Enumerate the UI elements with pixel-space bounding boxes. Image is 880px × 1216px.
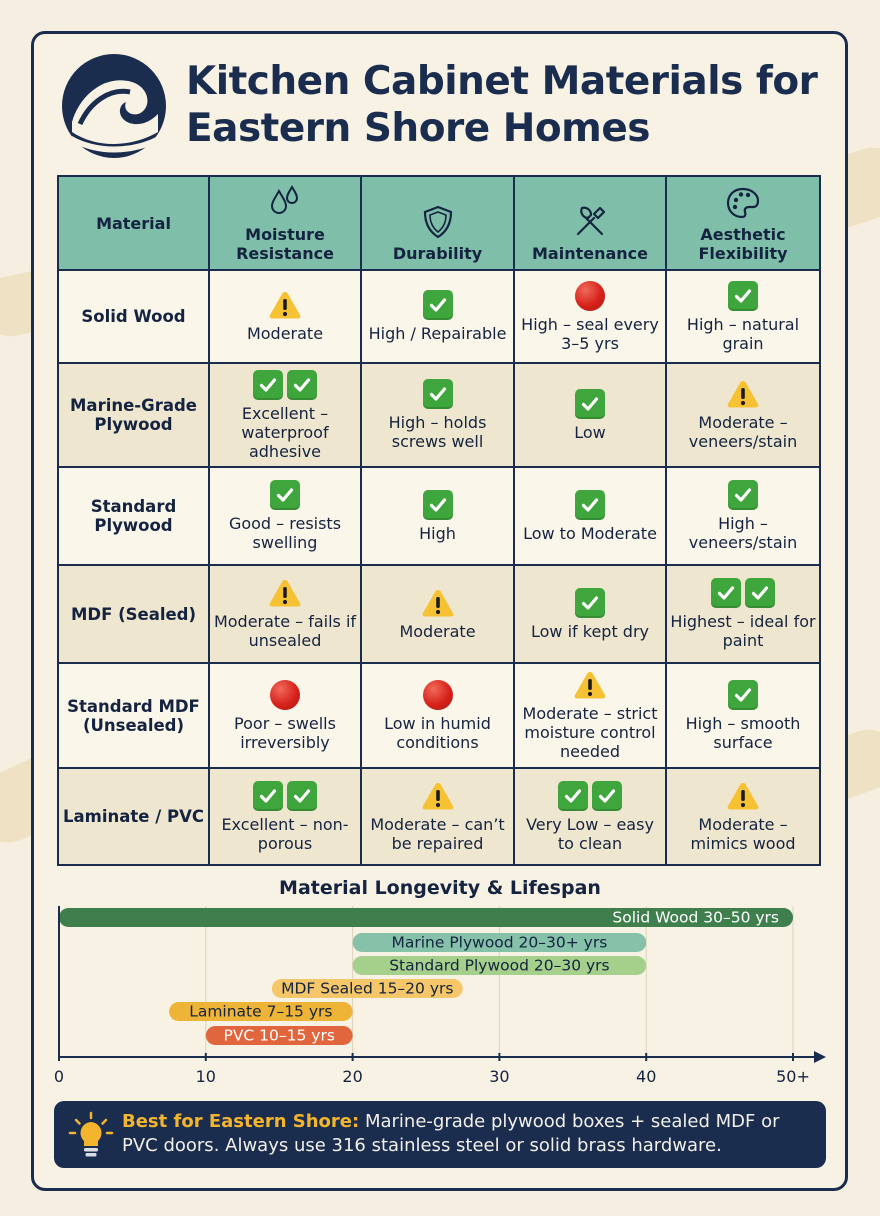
materials-table xyxy=(57,175,821,866)
wave-logo-icon xyxy=(60,52,168,160)
rating-cell xyxy=(514,467,666,565)
column-header-durability: Durability xyxy=(361,176,514,270)
material-name: Solid Wood xyxy=(58,270,209,363)
rating-cell xyxy=(209,768,361,865)
warning-icon xyxy=(268,578,302,608)
column-header-material: Material xyxy=(58,176,209,270)
rating-text: Low to Moderate xyxy=(523,523,657,543)
check-icon xyxy=(728,281,758,311)
rating-marker xyxy=(670,281,816,311)
chart-title: Material Longevity & Lifespan xyxy=(279,877,601,899)
bar-label: Solid Wood 30–50 yrs xyxy=(612,908,779,927)
rating-marker xyxy=(670,480,816,510)
rating-cell xyxy=(361,270,514,363)
check-icon xyxy=(253,781,283,811)
rating-cell xyxy=(666,768,820,865)
check-icon xyxy=(423,290,453,320)
check-icon xyxy=(711,578,741,608)
rating-text: Moderate – strict moisture control needed xyxy=(522,704,658,761)
rating-cell xyxy=(209,270,361,363)
rating-marker xyxy=(518,781,662,811)
check-icon xyxy=(287,370,317,400)
check-icon xyxy=(270,480,300,510)
check-icon xyxy=(423,379,453,409)
rating-cell xyxy=(666,270,820,363)
rating-cell xyxy=(666,565,820,663)
rating-cell xyxy=(209,565,361,663)
x-tick-label: 20 xyxy=(342,1067,363,1086)
rating-marker xyxy=(365,680,510,710)
table-header-row xyxy=(58,176,820,270)
rating-text: High – smooth surface xyxy=(685,713,801,752)
rating-marker xyxy=(670,379,816,409)
rating-marker xyxy=(213,480,357,510)
bar-label: Standard Plywood 20–30 yrs xyxy=(389,956,610,975)
rating-marker xyxy=(365,290,510,320)
column-header-moisture: Moisture Resistance xyxy=(209,176,361,270)
table-row xyxy=(58,663,820,768)
check-icon xyxy=(423,490,453,520)
rating-text: Moderate – mimics wood xyxy=(690,814,796,853)
rating-marker xyxy=(213,370,357,400)
rating-cell xyxy=(514,663,666,768)
rating-marker xyxy=(518,389,662,419)
rating-cell xyxy=(361,565,514,663)
bar-label: Laminate 7–15 yrs xyxy=(189,1002,333,1021)
lifespan-chart xyxy=(0,900,880,1090)
rating-cell xyxy=(514,363,666,467)
check-icon xyxy=(575,389,605,419)
warning-icon xyxy=(268,290,302,320)
x-tick-label: 10 xyxy=(195,1067,216,1086)
x-tick-label: 50+ xyxy=(776,1067,810,1086)
bar-label: PVC 10–15 yrs xyxy=(223,1026,335,1045)
bar-label: Marine Plywood 20–30+ yrs xyxy=(391,933,608,952)
red-dot-icon xyxy=(270,680,300,710)
rating-marker xyxy=(365,379,510,409)
rating-text: Poor – swells irreversibly xyxy=(234,713,336,752)
rating-text: Excellent – waterproof adhesive xyxy=(241,403,329,461)
rating-cell xyxy=(666,363,820,467)
rating-text: High – veneers/stain xyxy=(688,514,798,552)
tip-body: Marine-grade plywood boxes + sealed MDF or PVC doors. Always use 316 stainless steel or solid brass hardware. xyxy=(122,1111,780,1156)
rating-cell xyxy=(514,768,666,865)
check-icon xyxy=(728,480,758,510)
water-drops-icon xyxy=(267,185,303,221)
rating-cell xyxy=(209,663,361,768)
rating-marker xyxy=(213,578,357,608)
rating-text: Low xyxy=(574,422,606,442)
table-row xyxy=(58,565,820,663)
rating-text: Low if kept dry xyxy=(530,621,649,641)
bar-label: MDF Sealed 15–20 yrs xyxy=(281,979,454,998)
rating-cell xyxy=(666,467,820,565)
rating-cell xyxy=(666,663,820,768)
rating-marker xyxy=(670,680,816,710)
rating-marker xyxy=(518,588,662,618)
table-row xyxy=(58,467,820,565)
rating-text: Moderate xyxy=(246,324,324,343)
rating-marker xyxy=(213,781,357,811)
rating-text: Moderate xyxy=(399,621,476,641)
rating-text: High – seal every 3–5 yrs xyxy=(521,314,659,353)
rating-text: Moderate – veneers/stain xyxy=(688,413,798,451)
rating-cell xyxy=(361,467,514,565)
rating-cell xyxy=(209,363,361,467)
column-header-aesthetic: Aesthetic Flexibility xyxy=(666,176,820,270)
warning-icon xyxy=(726,781,760,811)
rating-marker xyxy=(670,781,816,811)
rating-cell xyxy=(514,270,666,363)
material-name: Standard MDF (Unsealed) xyxy=(58,663,209,768)
rating-text: Good – resists swelling xyxy=(228,514,342,552)
palette-icon xyxy=(725,185,761,221)
rating-marker xyxy=(365,490,510,520)
check-icon xyxy=(253,370,283,400)
rating-marker xyxy=(518,281,662,311)
tools-icon xyxy=(572,204,608,240)
material-name: Standard Plywood xyxy=(58,467,209,565)
rating-marker xyxy=(670,578,816,608)
rating-text: High / Repairable xyxy=(368,324,507,343)
lightbulb-icon xyxy=(68,1111,114,1159)
rating-cell xyxy=(361,363,514,467)
material-name: Marine-Grade Plywood xyxy=(58,363,209,467)
check-icon xyxy=(558,781,588,811)
warning-icon xyxy=(421,588,455,618)
check-icon xyxy=(287,781,317,811)
column-header-maintenance: Maintenance xyxy=(514,176,666,270)
rating-cell xyxy=(361,768,514,865)
tip-heading: Best for Eastern Shore: xyxy=(122,1111,360,1132)
table-row xyxy=(58,363,820,467)
material-name: MDF (Sealed) xyxy=(58,565,209,663)
rating-marker xyxy=(518,490,662,520)
rating-marker xyxy=(365,781,510,811)
warning-icon xyxy=(726,379,760,409)
rating-text: Moderate – can’t be repaired xyxy=(370,814,505,853)
x-tick-label: 40 xyxy=(636,1067,657,1086)
x-tick-label: 0 xyxy=(53,1067,65,1086)
rating-marker xyxy=(365,588,510,618)
rating-text: High – holds screws well xyxy=(388,413,487,451)
rating-text: High xyxy=(419,523,456,543)
rating-cell xyxy=(209,467,361,565)
check-icon xyxy=(592,781,622,811)
material-name: Laminate / PVC xyxy=(58,768,209,865)
rating-text: Very Low – easy to clean xyxy=(526,814,654,853)
rating-text: Highest – ideal for paint xyxy=(670,612,816,650)
rating-text: Moderate – fails if unsealed xyxy=(213,612,357,650)
warning-icon xyxy=(421,781,455,811)
check-icon xyxy=(575,588,605,618)
check-icon xyxy=(728,680,758,710)
red-dot-icon xyxy=(575,281,605,311)
tip-text xyxy=(122,1110,814,1158)
tip-banner xyxy=(54,1101,826,1168)
rating-marker xyxy=(518,670,662,700)
rating-marker xyxy=(213,290,357,320)
rating-cell xyxy=(361,663,514,768)
check-icon xyxy=(575,490,605,520)
table-row xyxy=(58,270,820,363)
page-title: Kitchen Cabinet Materials for Eastern Shore Homes xyxy=(186,59,818,151)
axis-arrow-icon xyxy=(814,1051,826,1063)
rating-text: High – natural grain xyxy=(686,314,800,353)
rating-text: Low in humid conditions xyxy=(384,713,491,752)
x-tick-label: 30 xyxy=(489,1067,510,1086)
shield-icon xyxy=(420,204,456,240)
check-icon xyxy=(745,578,775,608)
rating-cell xyxy=(514,565,666,663)
red-dot-icon xyxy=(423,680,453,710)
rating-marker xyxy=(213,680,357,710)
rating-text: Excellent – non-porous xyxy=(221,814,349,853)
table-row xyxy=(58,768,820,865)
warning-icon xyxy=(573,670,607,700)
